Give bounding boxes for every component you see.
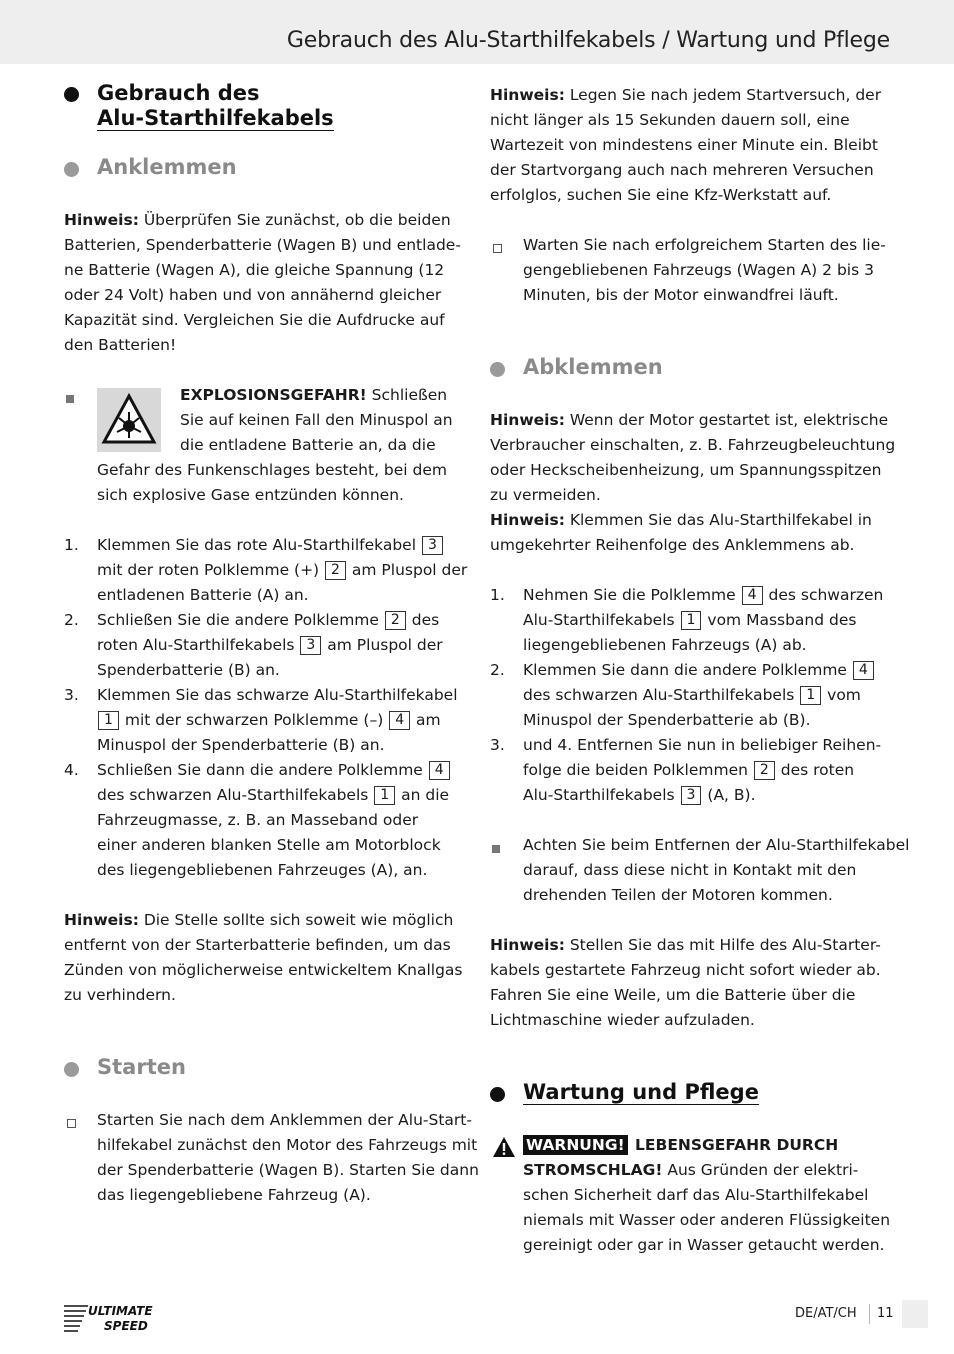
step-number: 2.	[490, 661, 505, 679]
step-line: roten Alu-Starthilfekabels 3 am Pluspol der	[97, 636, 443, 654]
part-number-box: 1	[800, 686, 821, 705]
text-line: Kapazität sind. Vergleichen Sie die Aufdrucke auf	[64, 311, 445, 329]
text-line: Gefahr des Funkenschlages besteht, bei dem	[97, 461, 448, 479]
part-number-box: 1	[374, 786, 395, 805]
step-line: 1 mit der schwarzen Polklemme (–) 4 am	[97, 708, 441, 733]
step-line: mit der roten Polklemme (+) 2 am Pluspol der	[97, 561, 468, 579]
note-paragraph: Hinweis: Stellen Sie das mit Hilfe des Alu-Starter-	[490, 936, 881, 954]
step-line: des liegengebliebenen Fahrzeuges (A), an.	[97, 861, 428, 879]
text-line: kabels gestartete Fahrzeug nicht sofort wieder ab.	[490, 961, 881, 979]
text-line: den Batterien!	[64, 336, 177, 354]
checkbox-bullet	[67, 1119, 76, 1128]
part-number-box: 4	[429, 761, 450, 780]
heading-bullet	[64, 162, 79, 177]
part-number-box: 2	[325, 561, 346, 580]
step-line: des schwarzen Alu-Starthilfekabels 1 an die	[97, 786, 450, 804]
text-line: Minuten, bis der Motor einwandfrei läuft.	[523, 286, 839, 304]
text-line: oder 24 Volt) haben und von annähernd gleicher	[64, 286, 442, 304]
note-paragraph: Hinweis: Die Stelle sollte sich soweit wie möglich	[64, 911, 454, 929]
text-line: der Spenderbatterie (Wagen B). Starten Sie dann	[97, 1161, 479, 1179]
svg-text:ULTIMATE: ULTIMATE	[88, 1304, 153, 1318]
text-line: die entladene Batterie an, da die	[180, 436, 436, 454]
part-number-box: 4	[742, 586, 763, 605]
heading-bullet	[490, 362, 505, 377]
text-line: Warten Sie nach erfolgreichem Starten des lie-	[523, 236, 886, 254]
step-line: Schließen Sie dann die andere Polklemme 4	[97, 758, 451, 783]
step-number: 3.	[490, 736, 505, 754]
text-line: darauf, dass diese nicht in Kontakt mit den	[523, 861, 857, 879]
heading-bullet	[64, 1062, 79, 1077]
step-line: Alu-Starthilfekabels 3 (A, B).	[523, 786, 756, 804]
text-line: Fahren Sie eine Weile, um die Batterie über die	[490, 986, 856, 1004]
note-paragraph: Hinweis: Überprüfen Sie zunächst, ob die beiden	[64, 211, 451, 229]
part-number-box: 3	[422, 536, 443, 555]
text-line: das liegengebliebene Fahrzeug (A).	[97, 1186, 371, 1204]
step-line: und 4. Entfernen Sie nun in beliebiger Reihen-	[523, 736, 882, 754]
text-line: nicht länger als 15 Sekunden dauern soll, eine	[490, 111, 850, 129]
text-line: Wartezeit von mindestens einer Minute ein. Bleibt	[490, 136, 878, 154]
step-line: Spenderbatterie (B) an.	[97, 661, 280, 679]
text-line: schen Sicherheit darf das Alu-Starthilfekabel	[523, 1186, 869, 1204]
text-line: zu vermeiden.	[490, 486, 601, 504]
heading-bullet	[490, 1087, 505, 1102]
step-line: liegengebliebenen Fahrzeugs (A) ab.	[523, 636, 807, 654]
text-line: ne Batterie (Wagen A), die gleiche Spannung (12	[64, 261, 445, 279]
part-number-box: 3	[681, 786, 702, 805]
step-line: Alu-Starthilfekabels 1 vom Massband des	[523, 611, 857, 629]
starten-heading: Starten	[97, 1055, 186, 1079]
step-line: Nehmen Sie die Polklemme 4 des schwarzen	[523, 586, 884, 604]
page-title: Gebrauch des Alu-Starthilfekabels / Wartung und Pflege	[286, 28, 890, 53]
step-number: 1.	[64, 536, 79, 554]
text-line: Achten Sie beim Entfernen der Alu-Starthilfekabel	[523, 836, 910, 854]
step-line: einer anderen blanken Stelle am Motorblock	[97, 836, 441, 854]
text-line: der Startvorgang auch nach mehreren Versuchen	[490, 161, 874, 179]
text-line: gereinigt oder gar in Wasser getaucht werden.	[523, 1236, 885, 1254]
step-line: Klemmen Sie dann die andere Polklemme 4	[523, 658, 875, 683]
step-number: 3.	[64, 686, 79, 704]
checkbox-bullet	[493, 244, 502, 253]
text-line: niemals mit Wasser oder anderen Flüssigkeiten	[523, 1211, 891, 1229]
list-bullet	[66, 395, 74, 403]
note-paragraph: Hinweis: Wenn der Motor gestartet ist, elektrische	[490, 411, 889, 429]
step-line: Klemmen Sie das rote Alu-Starthilfekabel 3	[97, 533, 444, 558]
brand-logo	[64, 1300, 164, 1334]
step-line: entladenen Batterie (A) an.	[97, 586, 309, 604]
warning-badge: WARNUNG!	[523, 1135, 628, 1155]
step-line: Schließen Sie die andere Polklemme 2 des	[97, 611, 440, 629]
warning-line: STROMSCHLAG! Aus Gründen der elektri-	[523, 1161, 859, 1179]
text-line: Batterien, Spenderbatterie (Wagen B) und entlade-	[64, 236, 461, 254]
part-number-box: 4	[853, 661, 874, 680]
footer-tab	[902, 1300, 928, 1328]
svg-text:SPEED: SPEED	[104, 1319, 148, 1333]
text-line: oder Heckscheibenheizung, um Spannungsspitzen	[490, 461, 882, 479]
step-number: 4.	[64, 761, 79, 779]
anklemmen-heading: Anklemmen	[97, 155, 237, 179]
warning-line: WARNUNG! LEBENSGEFAHR DURCH	[523, 1133, 838, 1158]
step-line: Fahrzeugmasse, z. B. an Masseband oder	[97, 811, 419, 829]
part-number-box: 2	[385, 611, 406, 630]
step-number: 2.	[64, 611, 79, 629]
part-number-box: 1	[98, 711, 119, 730]
part-number-box: 1	[681, 611, 702, 630]
wartung-heading: Wartung und Pflege	[523, 1080, 759, 1104]
text-line: Starten Sie nach dem Anklemmen der Alu-Start-	[97, 1111, 472, 1129]
step-line: Klemmen Sie das schwarze Alu-Starthilfekabel	[97, 686, 458, 704]
part-number-box: 4	[389, 711, 410, 730]
text-line: erfolglos, suchen Sie eine Kfz-Werkstatt auf.	[490, 186, 832, 204]
step-line: folge die beiden Polklemmen 2 des roten	[523, 761, 855, 779]
page-number: 11	[877, 1306, 894, 1321]
text-line: entfernt von der Starterbatterie befinden, um das	[64, 936, 451, 954]
explosion-warning: EXPLOSIONSGEFAHR! Schließen	[180, 386, 448, 404]
text-line: Zünden von möglicherweise entwickeltem Knallgas	[64, 961, 463, 979]
text-line: Verbraucher einschalten, z. B. Fahrzeugbeleuchtung	[490, 436, 896, 454]
note-paragraph: Hinweis: Klemmen Sie das Alu-Starthilfekabel in	[490, 511, 872, 529]
text-line: drehenden Teilen der Motoren kommen.	[523, 886, 833, 904]
footer-divider	[869, 1304, 870, 1324]
text-line: gengebliebenen Fahrzeugs (Wagen A) 2 bis 3	[523, 261, 874, 279]
text-line: umgekehrter Reihenfolge des Anklemmens ab.	[490, 536, 855, 554]
list-bullet	[492, 845, 500, 853]
heading-bullet	[64, 87, 79, 102]
text-line: sich explosive Gase entzünden können.	[97, 486, 404, 504]
step-line: des schwarzen Alu-Starthilfekabels 1 vom	[523, 686, 861, 704]
step-line: Minuspol der Spenderbatterie ab (B).	[523, 711, 811, 729]
warning-triangle-icon	[492, 1136, 516, 1158]
step-number: 1.	[490, 586, 505, 604]
explosion-warning-icon	[97, 388, 161, 452]
text-line: zu verhindern.	[64, 986, 176, 1004]
text-line: Lichtmaschine wieder aufzuladen.	[490, 1011, 755, 1029]
part-number-box: 2	[754, 761, 775, 780]
step-line: Minuspol der Spenderbatterie (B) an.	[97, 736, 385, 754]
note-paragraph: Hinweis: Legen Sie nach jedem Startversuch, der	[490, 86, 882, 104]
part-number-box: 3	[300, 636, 321, 655]
footer-country: DE/AT/CH	[795, 1306, 857, 1321]
text-line: hilfekabel zunächst den Motor des Fahrzeugs mit	[97, 1136, 478, 1154]
text-line: Sie auf keinen Fall den Minuspol an	[180, 411, 453, 429]
main-heading-line2: Alu-Starthilfekabels	[97, 106, 334, 130]
main-heading-line1: Gebrauch des	[97, 81, 260, 105]
abklemmen-heading: Abklemmen	[523, 355, 663, 379]
